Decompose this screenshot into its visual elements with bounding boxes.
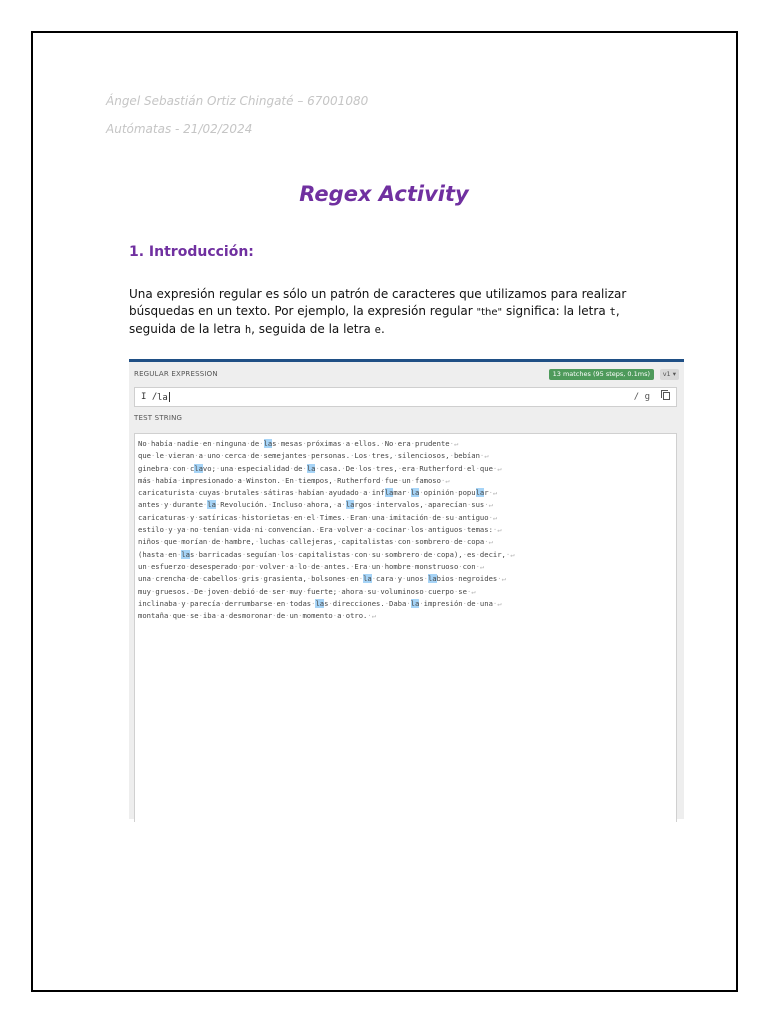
test-string-line: antes·y·durante·la·Revolución.·Incluso·ahora,·a·largos·intervalos,·aparecían·sus·↵: [138, 500, 493, 510]
intro-text-3: , seguida de la letra: [129, 304, 620, 336]
document-title: Regex Activity: [299, 182, 469, 206]
regex-match-highlight: la: [410, 598, 420, 608]
test-string-line: (hasta·en·las·barricadas·seguían·los·capitalistas·con·su·sombrero·de·copa),·es·decir,·↵: [138, 549, 515, 559]
letter-h: h: [244, 324, 252, 336]
test-string-line: que·le·vieran·a·uno·cerca·de·semejantes·personas.·Los·tres,·silenciosos,·bebían·↵: [138, 451, 489, 461]
intro-text-2: significa: la letra: [502, 304, 610, 318]
regex-pattern: la: [157, 393, 168, 403]
test-string-line: más·había·impresionado·a·Winston.·En·tiempos,·Rutherford·fue·un·famoso·↵: [138, 475, 450, 485]
test-string-text: [138, 438, 674, 622]
test-string-line: inclinaba·y·parecía·derrumbarse·en·todas·las·direcciones.·Daba·la·impresión·de·una·↵: [138, 598, 502, 608]
regex-match-highlight: la: [181, 549, 190, 559]
flavor-dropdown[interactable]: v1 ▾: [660, 369, 679, 380]
regex-match-highlight: la: [410, 488, 420, 498]
regex-match-highlight: la: [384, 488, 394, 498]
intro-text-5: .: [380, 322, 385, 336]
regex-input[interactable]: [134, 387, 677, 407]
regex-label: REGULAR EXPRESSION: [134, 370, 218, 378]
regex-delimiter-open: I /: [141, 392, 158, 402]
match-info-badge: 13 matches (95 steps, 0.1ms): [549, 369, 654, 380]
test-string-line: No·había·nadie·en·ninguna·de·las·mesas·próximas·a·ellos.·No·era·prudente·↵: [138, 439, 459, 448]
intro-text-4: , seguida de la letra: [251, 322, 375, 336]
regex-match-highlight: la: [427, 574, 437, 584]
test-string-label: TEST STRING: [134, 414, 183, 422]
copy-icon[interactable]: [663, 392, 670, 400]
regex-match-highlight: la: [306, 463, 316, 473]
regex-match-highlight: la: [363, 574, 372, 584]
test-string-line: caricaturista·cuyas·brutales·sátiras·habían·ayudado·a·inflamar·la·opinión·popular·↵: [138, 488, 498, 498]
regex-match-highlight: la: [194, 463, 203, 473]
regex-match-highlight: la: [263, 439, 273, 448]
test-string-line: un·esfuerzo·desesperado·por·volver·a·lo·de·antes.·Era·un·hombre·monstruoso·con·↵: [138, 561, 485, 571]
intro-paragraph: [129, 286, 669, 339]
regex-match-highlight: la: [315, 598, 325, 608]
section-heading: 1. Introducción:: [129, 244, 254, 260]
test-string-line: caricaturas·y·satíricas·historietas·en·el·Times.·Eran·una·imitación·de·su·antiguo·↵: [138, 512, 498, 522]
test-string-line: ginebra·con·clavo;·una·especialidad·de·la·casa.·De·los·tres,·era·Rutherford·el·que·↵: [138, 463, 502, 473]
author-line: Ángel Sebastián Ortiz Chingaté – 67001080: [106, 94, 369, 108]
letter-e: e: [374, 324, 381, 336]
regex-flags[interactable]: / g: [633, 392, 650, 402]
quoted-example: "the": [476, 307, 503, 318]
test-string-line: estilo·y·ya·no·tenían·vida·ni·convencían.·Era·volver·a·cocinar·los·antiguos·temas:·↵: [138, 525, 502, 535]
test-string-line: muy·gruesos.·De·joven·debió·de·ser·muy·fuerte;·ahora·su·voluminoso·cuerpo·se·↵: [138, 586, 476, 596]
test-string-line: una·crencha·de·cabellos·gris·grasienta,·bolsones·en·la·cara·y·unos·labios·negroides·↵: [138, 574, 506, 584]
test-string-area[interactable]: [134, 433, 677, 822]
test-string-line: montaña·que·se·iba·a·desmoronar·de·un·momento·a·otro.·↵: [138, 611, 377, 621]
regex-match-highlight: la: [475, 488, 485, 498]
test-string-line: niños·que·morían·de·hambre,·luchas·callejeras,·capitalistas·con·sombrero·de·copa·↵: [138, 537, 493, 547]
regex-match-highlight: la: [345, 500, 355, 510]
intro-text-1: Una expresión regular es sólo un patrón de caracteres que utilizamos para realizar búsquedas en un texto. Por ejemplo, la expresión regular: [129, 287, 627, 318]
regex-tool-screenshot: [129, 359, 684, 819]
regex-match-highlight: la: [207, 500, 216, 510]
text-caret: [169, 392, 170, 402]
course-date-line: Autómatas - 21/02/2024: [106, 122, 253, 136]
letter-t: t: [609, 306, 616, 318]
